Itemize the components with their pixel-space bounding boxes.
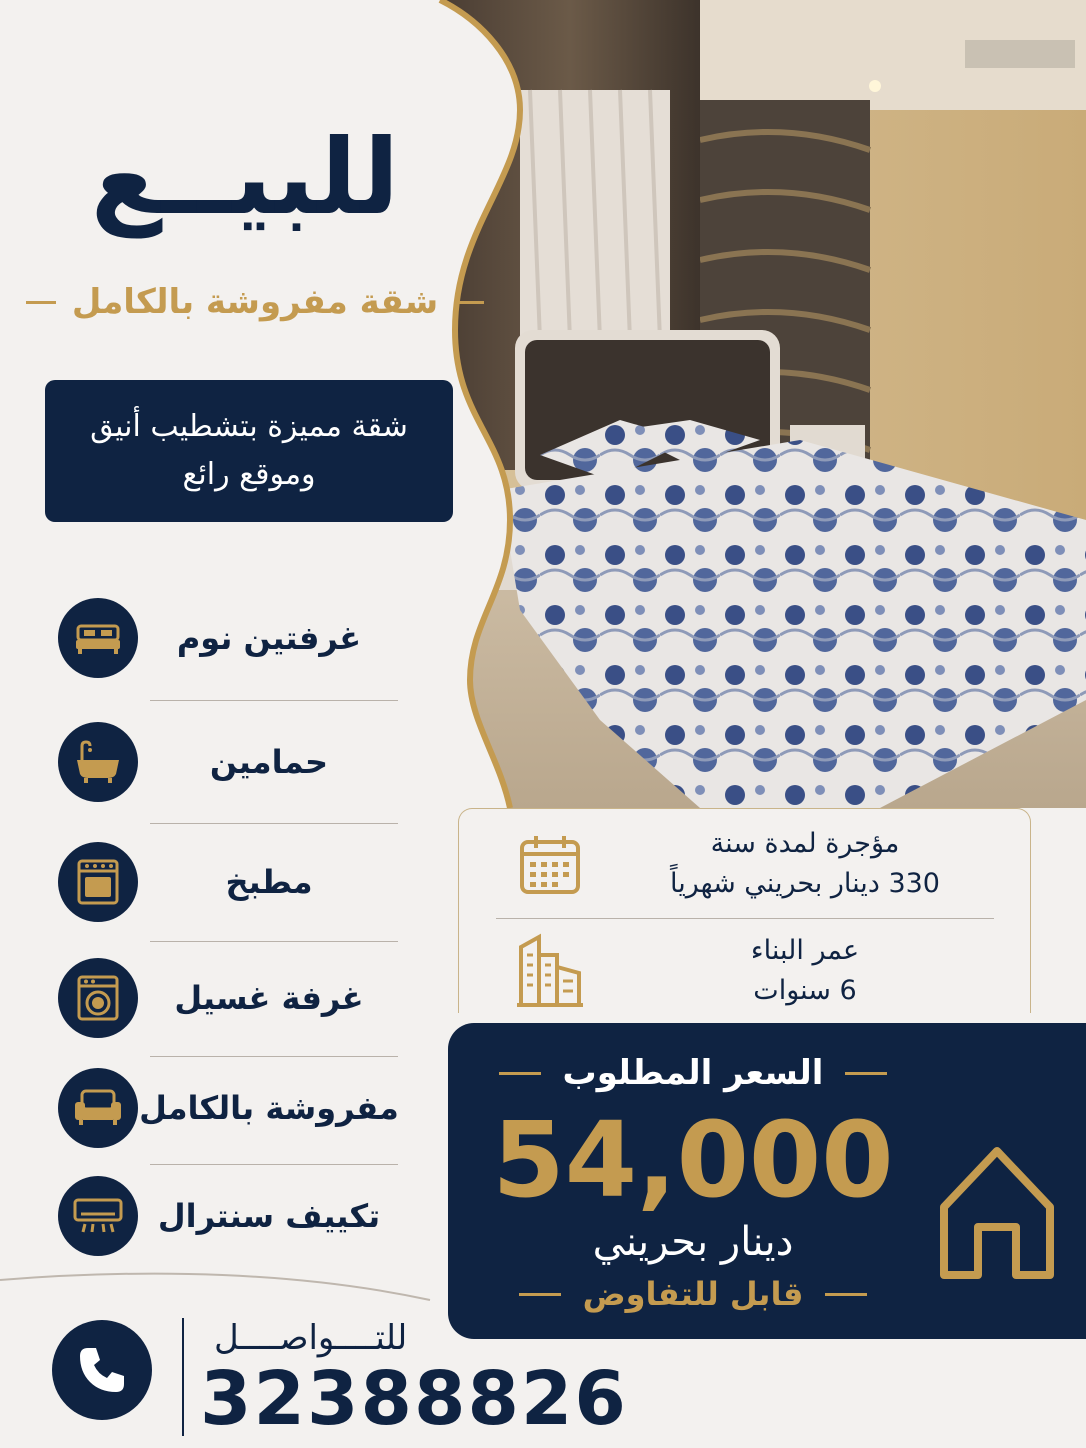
subtitle: شقة مفروشة بالكامل — [71, 282, 439, 322]
negotiable-row — [448, 1275, 938, 1313]
price-dash-right — [845, 1072, 887, 1075]
price-value: 54,000 — [492, 1099, 894, 1221]
feature-divider — [150, 1056, 398, 1057]
feature-divider — [150, 700, 398, 701]
price-label-row — [448, 1053, 938, 1093]
info-rent-text — [610, 824, 1000, 904]
info-rent-line-1: مؤجرة لمدة سنة — [710, 828, 900, 859]
feature-label: مفروشة بالكامل — [139, 1089, 399, 1127]
feature-label: تكييف سنترال — [157, 1197, 381, 1235]
info-divider — [496, 918, 994, 919]
feature-label: حمامين — [209, 743, 329, 781]
contact-label: للتــــواصــــل — [214, 1318, 408, 1358]
calendar-icon — [490, 832, 610, 896]
description-line-2: وموقع رائع — [182, 457, 316, 492]
info-age-text — [610, 931, 1000, 1011]
feature-kitchen — [40, 832, 400, 932]
feature-divider — [150, 1164, 398, 1165]
feature-divider — [150, 941, 398, 942]
negotiable-label: قابل للتفاوض — [582, 1275, 804, 1313]
bed-icon — [58, 598, 138, 678]
feature-label: غرفتين نوم — [176, 619, 362, 657]
description-box — [45, 380, 453, 522]
info-building-age — [490, 922, 1000, 1020]
phone-icon — [52, 1320, 152, 1420]
oven-icon — [58, 842, 138, 922]
price-currency: دينار بحريني — [592, 1219, 794, 1265]
feature-ac — [40, 1166, 400, 1266]
feature-furnished — [40, 1058, 400, 1158]
subtitle-dash-left — [26, 301, 56, 304]
air-conditioner-icon — [58, 1176, 138, 1256]
feature-bedrooms — [40, 588, 400, 688]
subtitle-row — [20, 282, 490, 322]
subtitle-dash-right — [454, 301, 484, 304]
feature-divider — [150, 823, 398, 824]
price-dash-left — [499, 1072, 541, 1075]
sofa-icon — [58, 1068, 138, 1148]
page-title: للبيــع — [90, 116, 400, 238]
feature-label: غرفة غسيل — [174, 979, 364, 1017]
house-icon — [938, 1143, 1056, 1281]
negotiable-dash-right — [825, 1293, 867, 1296]
description-line-1: شقة مميزة بتشطيب أنيق — [90, 409, 408, 444]
feature-bathrooms — [40, 712, 400, 812]
bathtub-icon — [58, 722, 138, 802]
info-age-line-1: عمر البناء — [750, 935, 860, 966]
contact-divider — [182, 1318, 184, 1436]
washing-machine-icon — [58, 958, 138, 1038]
feature-laundry — [40, 948, 400, 1048]
info-rent-line-2: 330 دينار بحريني شهرياً — [670, 868, 940, 899]
price-label: السعر المطلوب — [562, 1053, 824, 1093]
price-box — [448, 1023, 1086, 1339]
info-rent — [490, 815, 1000, 913]
info-age-line-2: 6 سنوات — [753, 975, 857, 1006]
feature-label: مطبخ — [225, 863, 313, 901]
negotiable-dash-left — [519, 1293, 561, 1296]
contact-phone-number[interactable]: 32388826 — [200, 1356, 628, 1442]
building-icon — [490, 933, 610, 1009]
